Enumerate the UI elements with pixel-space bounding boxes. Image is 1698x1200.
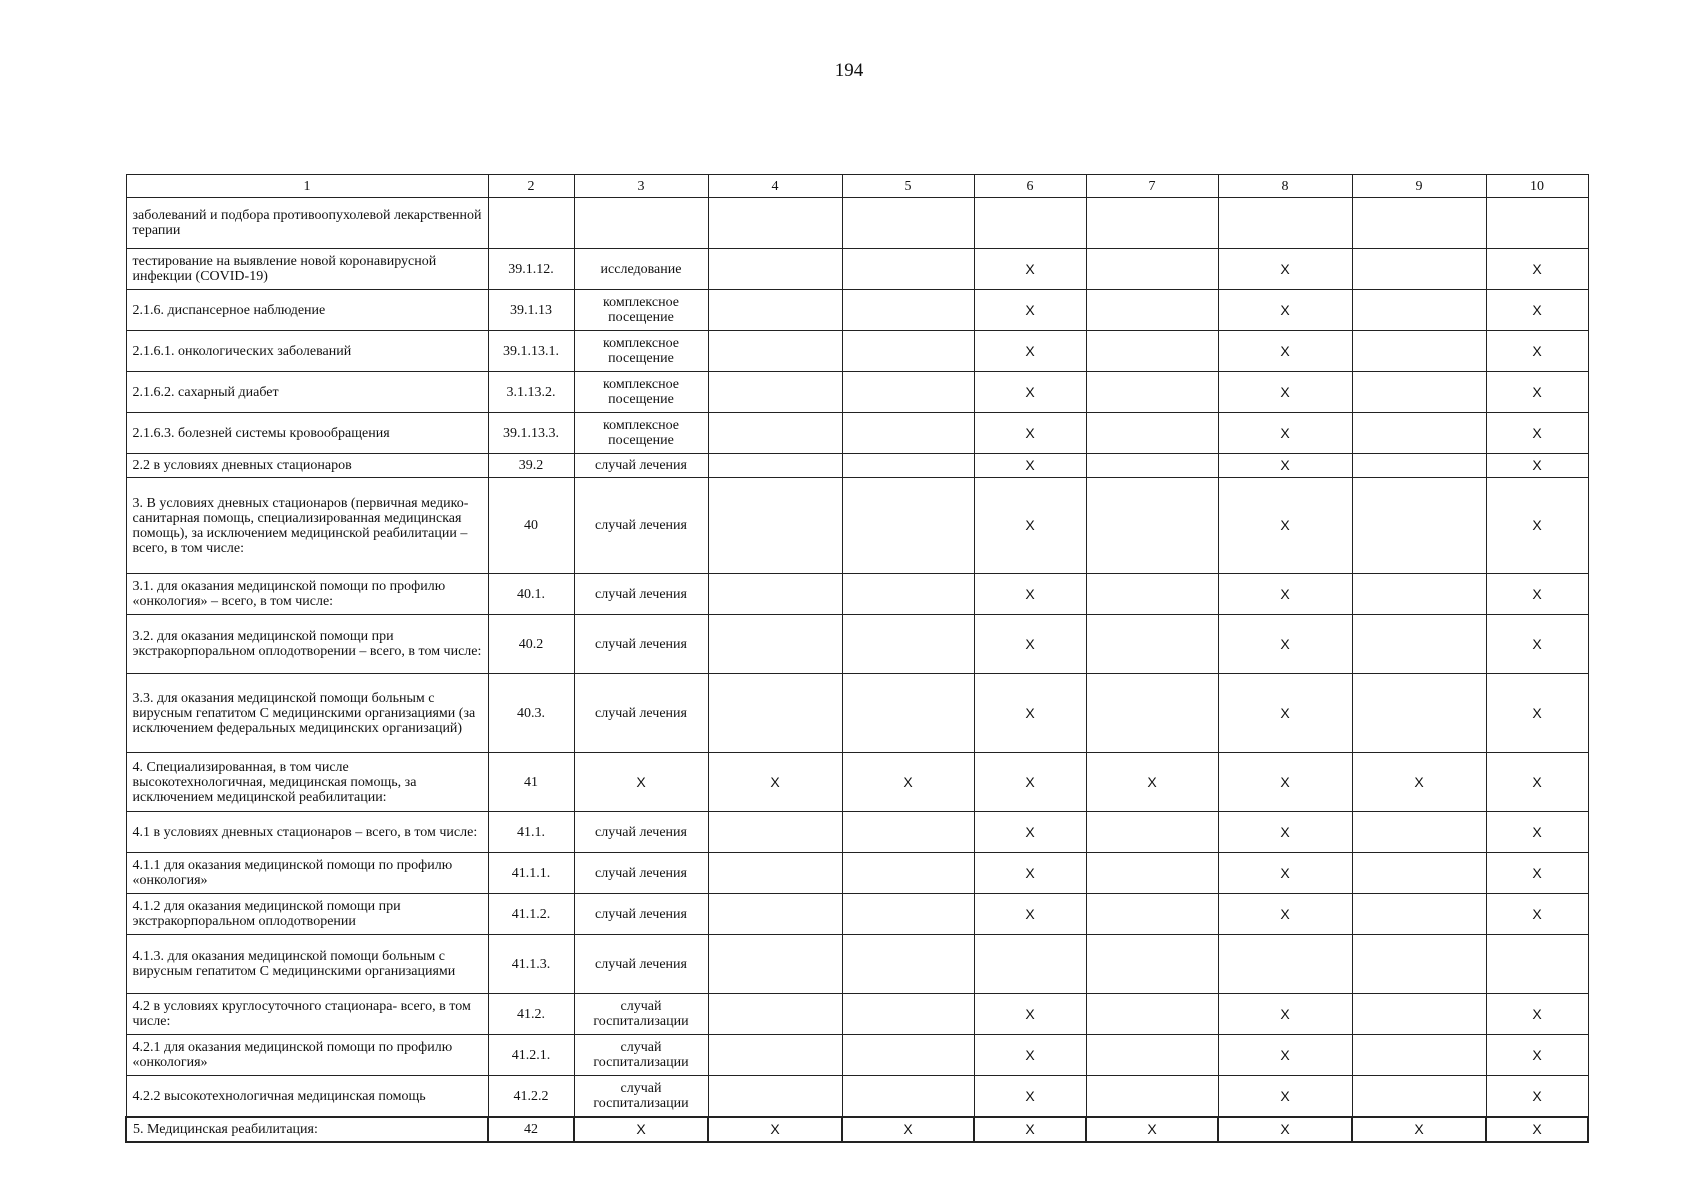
col5-cell bbox=[842, 894, 974, 935]
unit-cell: X bbox=[574, 1117, 708, 1142]
unit-cell: случай госпитализации bbox=[574, 1035, 708, 1076]
col5-cell bbox=[842, 994, 974, 1035]
col8-cell: X bbox=[1218, 1076, 1352, 1118]
col7-cell bbox=[1086, 478, 1218, 574]
col4-cell bbox=[708, 478, 842, 574]
col5-cell bbox=[842, 574, 974, 615]
table-row bbox=[126, 1117, 1588, 1142]
table-row bbox=[126, 331, 1588, 372]
table-row bbox=[126, 413, 1588, 454]
row-label: 4.2 в условиях круглосуточного стационара- всего, в том числе: bbox=[126, 994, 488, 1035]
col4-cell bbox=[708, 935, 842, 994]
col9-cell bbox=[1352, 1076, 1486, 1118]
col6-cell: X bbox=[974, 1076, 1086, 1118]
col7-cell bbox=[1086, 994, 1218, 1035]
col9-cell bbox=[1352, 894, 1486, 935]
column-number-row bbox=[126, 175, 1588, 198]
col4-cell bbox=[708, 574, 842, 615]
col10-cell: X bbox=[1486, 812, 1588, 853]
col10-cell: X bbox=[1486, 894, 1588, 935]
unit-cell: случай лечения bbox=[574, 454, 708, 478]
col8-cell: X bbox=[1218, 290, 1352, 331]
row-label: 2.1.6.3. болезней системы кровообращения bbox=[126, 413, 488, 454]
col10-cell: X bbox=[1486, 1076, 1588, 1118]
col8-cell: X bbox=[1218, 249, 1352, 290]
col4-cell bbox=[708, 1035, 842, 1076]
unit-cell: комплексное посещение bbox=[574, 413, 708, 454]
col5-cell bbox=[842, 1076, 974, 1118]
unit-cell: случай лечения bbox=[574, 853, 708, 894]
col9-cell: X bbox=[1352, 753, 1486, 812]
row-label: 3. В условиях дневных стационаров (первичная медико-санитарная помощь, специализированная медицинская помощь), за исключением медицинской реабилитации – всего, в том числе: bbox=[126, 478, 488, 574]
row-label: 4. Специализированная, в том числе высокотехнологичная, медицинская помощь, за исключением медицинской реабилитации: bbox=[126, 753, 488, 812]
col8-cell: X bbox=[1218, 574, 1352, 615]
col9-cell bbox=[1352, 812, 1486, 853]
col7-cell bbox=[1086, 331, 1218, 372]
col5-cell bbox=[842, 853, 974, 894]
col9-cell bbox=[1352, 935, 1486, 994]
unit-cell: случай лечения bbox=[574, 812, 708, 853]
col5-cell bbox=[842, 674, 974, 753]
col6-cell: X bbox=[974, 1035, 1086, 1076]
col6-cell: X bbox=[974, 894, 1086, 935]
col7-cell bbox=[1086, 853, 1218, 894]
col10-cell: X bbox=[1486, 413, 1588, 454]
row-label: 2.1.6. диспансерное наблюдение bbox=[126, 290, 488, 331]
unit-cell: случай госпитализации bbox=[574, 1076, 708, 1118]
header-cell: 10 bbox=[1486, 175, 1588, 198]
col8-cell: X bbox=[1218, 994, 1352, 1035]
unit-cell: случай лечения bbox=[574, 894, 708, 935]
row-code: 40.3. bbox=[488, 674, 574, 753]
row-code: 39.1.13.3. bbox=[488, 413, 574, 454]
table-row bbox=[126, 853, 1588, 894]
col10-cell: X bbox=[1486, 753, 1588, 812]
row-label: 3.1. для оказания медицинской помощи по профилю «онкология» – всего, в том числе: bbox=[126, 574, 488, 615]
header-cell: 3 bbox=[574, 175, 708, 198]
col4-cell bbox=[708, 615, 842, 674]
table-row bbox=[126, 454, 1588, 478]
row-code: 41.1.2. bbox=[488, 894, 574, 935]
row-label: 2.1.6.2. сахарный диабет bbox=[126, 372, 488, 413]
col8-cell: X bbox=[1218, 1035, 1352, 1076]
col6-cell: X bbox=[974, 674, 1086, 753]
row-code: 41 bbox=[488, 753, 574, 812]
col5-cell bbox=[842, 198, 974, 249]
unit-cell: комплексное посещение bbox=[574, 331, 708, 372]
col4-cell bbox=[708, 372, 842, 413]
row-label: 4.2.1 для оказания медицинской помощи по профилю «онкология» bbox=[126, 1035, 488, 1076]
col6-cell: X bbox=[974, 1117, 1086, 1142]
table-row bbox=[126, 1076, 1588, 1118]
row-code: 41.2. bbox=[488, 994, 574, 1035]
col9-cell bbox=[1352, 574, 1486, 615]
row-code: 41.1. bbox=[488, 812, 574, 853]
col9-cell: X bbox=[1352, 1117, 1486, 1142]
col10-cell: X bbox=[1486, 454, 1588, 478]
col5-cell bbox=[842, 1035, 974, 1076]
col8-cell: X bbox=[1218, 1117, 1352, 1142]
row-label: 4.2.2 высокотехнологичная медицинская помощь bbox=[126, 1076, 488, 1118]
col7-cell bbox=[1086, 1076, 1218, 1118]
unit-cell: случай лечения bbox=[574, 615, 708, 674]
col6-cell: X bbox=[974, 753, 1086, 812]
col8-cell: X bbox=[1218, 812, 1352, 853]
header-cell: 2 bbox=[488, 175, 574, 198]
col6-cell: X bbox=[974, 812, 1086, 853]
col10-cell: X bbox=[1486, 1117, 1588, 1142]
col10-cell: X bbox=[1486, 1035, 1588, 1076]
unit-cell: случай лечения bbox=[574, 935, 708, 994]
col9-cell bbox=[1352, 615, 1486, 674]
col8-cell: X bbox=[1218, 894, 1352, 935]
table-row bbox=[126, 812, 1588, 853]
col7-cell bbox=[1086, 413, 1218, 454]
col8-cell: X bbox=[1218, 413, 1352, 454]
col7-cell bbox=[1086, 1035, 1218, 1076]
col4-cell bbox=[708, 413, 842, 454]
col8-cell: X bbox=[1218, 674, 1352, 753]
col9-cell bbox=[1352, 413, 1486, 454]
header-cell: 7 bbox=[1086, 175, 1218, 198]
row-label: 4.1 в условиях дневных стационаров – всего, в том числе: bbox=[126, 812, 488, 853]
col4-cell bbox=[708, 853, 842, 894]
unit-cell: комплексное посещение bbox=[574, 290, 708, 331]
header-cell: 5 bbox=[842, 175, 974, 198]
unit-cell: X bbox=[574, 753, 708, 812]
header-cell: 4 bbox=[708, 175, 842, 198]
row-label: 4.1.2 для оказания медицинской помощи при экстракорпоральном оплодотворении bbox=[126, 894, 488, 935]
col6-cell: X bbox=[974, 853, 1086, 894]
col7-cell bbox=[1086, 372, 1218, 413]
col7-cell: X bbox=[1086, 753, 1218, 812]
table-row bbox=[126, 615, 1588, 674]
row-label: 3.3. для оказания медицинской помощи больным с вирусным гепатитом С медицинскими организациями (за исключением федеральных медицинских организаций) bbox=[126, 674, 488, 753]
unit-cell: случай госпитализации bbox=[574, 994, 708, 1035]
col7-cell bbox=[1086, 290, 1218, 331]
col7-cell bbox=[1086, 249, 1218, 290]
table-row bbox=[126, 478, 1588, 574]
col9-cell bbox=[1352, 674, 1486, 753]
col5-cell: X bbox=[842, 1117, 974, 1142]
col9-cell bbox=[1352, 853, 1486, 894]
row-label: 5. Медицинская реабилитация: bbox=[126, 1117, 488, 1142]
col8-cell: X bbox=[1218, 331, 1352, 372]
unit-cell: случай лечения bbox=[574, 574, 708, 615]
row-label: 3.2. для оказания медицинской помощи при экстракорпоральном оплодотворении – всего, в том числе: bbox=[126, 615, 488, 674]
row-code: 40.1. bbox=[488, 574, 574, 615]
col8-cell: X bbox=[1218, 753, 1352, 812]
col8-cell: X bbox=[1218, 372, 1352, 413]
col4-cell: X bbox=[708, 1117, 842, 1142]
row-code: 3.1.13.2. bbox=[488, 372, 574, 413]
row-label: заболеваний и подбора противоопухолевой лекарственной терапии bbox=[126, 198, 488, 249]
row-code: 41.2.1. bbox=[488, 1035, 574, 1076]
col4-cell bbox=[708, 198, 842, 249]
col6-cell: X bbox=[974, 454, 1086, 478]
col6-cell: X bbox=[974, 574, 1086, 615]
row-code: 41.1.1. bbox=[488, 853, 574, 894]
unit-cell: исследование bbox=[574, 249, 708, 290]
col6-cell: X bbox=[974, 994, 1086, 1035]
col6-cell: X bbox=[974, 331, 1086, 372]
row-code: 39.1.13 bbox=[488, 290, 574, 331]
col6-cell bbox=[974, 198, 1086, 249]
col10-cell: X bbox=[1486, 994, 1588, 1035]
col7-cell bbox=[1086, 894, 1218, 935]
col4-cell bbox=[708, 812, 842, 853]
col5-cell bbox=[842, 372, 974, 413]
table-row bbox=[126, 372, 1588, 413]
col5-cell bbox=[842, 812, 974, 853]
header-cell: 8 bbox=[1218, 175, 1352, 198]
col7-cell bbox=[1086, 198, 1218, 249]
table-row bbox=[126, 674, 1588, 753]
col9-cell bbox=[1352, 198, 1486, 249]
col4-cell bbox=[708, 1076, 842, 1118]
data-table bbox=[125, 174, 1589, 1143]
table-row bbox=[126, 290, 1588, 331]
table-row bbox=[126, 1035, 1588, 1076]
col9-cell bbox=[1352, 249, 1486, 290]
col10-cell: X bbox=[1486, 249, 1588, 290]
col7-cell bbox=[1086, 615, 1218, 674]
col10-cell: X bbox=[1486, 853, 1588, 894]
col9-cell bbox=[1352, 372, 1486, 413]
unit-cell: случай лечения bbox=[574, 478, 708, 574]
col5-cell bbox=[842, 615, 974, 674]
col6-cell: X bbox=[974, 290, 1086, 331]
row-code: 42 bbox=[488, 1117, 574, 1142]
col5-cell bbox=[842, 249, 974, 290]
row-code: 40.2 bbox=[488, 615, 574, 674]
row-label: 2.2 в условиях дневных стационаров bbox=[126, 454, 488, 478]
col7-cell: X bbox=[1086, 1117, 1218, 1142]
col8-cell: X bbox=[1218, 454, 1352, 478]
col7-cell bbox=[1086, 674, 1218, 753]
col9-cell bbox=[1352, 994, 1486, 1035]
col5-cell bbox=[842, 478, 974, 574]
table-row bbox=[126, 249, 1588, 290]
col5-cell bbox=[842, 413, 974, 454]
col10-cell: X bbox=[1486, 331, 1588, 372]
col4-cell bbox=[708, 331, 842, 372]
col8-cell: X bbox=[1218, 478, 1352, 574]
header-cell: 1 bbox=[126, 175, 488, 198]
row-code: 39.1.13.1. bbox=[488, 331, 574, 372]
col6-cell: X bbox=[974, 413, 1086, 454]
table-row bbox=[126, 935, 1588, 994]
col10-cell: X bbox=[1486, 290, 1588, 331]
col5-cell: X bbox=[842, 753, 974, 812]
col4-cell bbox=[708, 454, 842, 478]
col10-cell: X bbox=[1486, 615, 1588, 674]
col4-cell bbox=[708, 994, 842, 1035]
col5-cell bbox=[842, 935, 974, 994]
col10-cell bbox=[1486, 198, 1588, 249]
row-label: 4.1.3. для оказания медицинской помощи больным с вирусным гепатитом С медицинскими организациями bbox=[126, 935, 488, 994]
row-code: 41.1.3. bbox=[488, 935, 574, 994]
col4-cell: X bbox=[708, 753, 842, 812]
col9-cell bbox=[1352, 1035, 1486, 1076]
col8-cell bbox=[1218, 935, 1352, 994]
row-code: 39.2 bbox=[488, 454, 574, 478]
header-cell: 9 bbox=[1352, 175, 1486, 198]
col6-cell bbox=[974, 935, 1086, 994]
col4-cell bbox=[708, 674, 842, 753]
col9-cell bbox=[1352, 478, 1486, 574]
col10-cell: X bbox=[1486, 674, 1588, 753]
row-code: 40 bbox=[488, 478, 574, 574]
table-row bbox=[126, 994, 1588, 1035]
col7-cell bbox=[1086, 574, 1218, 615]
table-row bbox=[126, 753, 1588, 812]
page-number: 194 bbox=[834, 60, 864, 81]
table-row bbox=[126, 198, 1588, 249]
row-code: 39.1.12. bbox=[488, 249, 574, 290]
unit-cell: случай лечения bbox=[574, 674, 708, 753]
col5-cell bbox=[842, 331, 974, 372]
col5-cell bbox=[842, 290, 974, 331]
col10-cell: X bbox=[1486, 372, 1588, 413]
col7-cell bbox=[1086, 454, 1218, 478]
table-row bbox=[126, 574, 1588, 615]
col9-cell bbox=[1352, 331, 1486, 372]
row-label: 4.1.1 для оказания медицинской помощи по профилю «онкология» bbox=[126, 853, 488, 894]
unit-cell: комплексное посещение bbox=[574, 372, 708, 413]
row-label: тестирование на выявление новой коронавирусной инфекции (COVID-19) bbox=[126, 249, 488, 290]
col6-cell: X bbox=[974, 615, 1086, 674]
col8-cell: X bbox=[1218, 615, 1352, 674]
col8-cell: X bbox=[1218, 853, 1352, 894]
col8-cell bbox=[1218, 198, 1352, 249]
col7-cell bbox=[1086, 812, 1218, 853]
col9-cell bbox=[1352, 290, 1486, 331]
col10-cell bbox=[1486, 935, 1588, 994]
col4-cell bbox=[708, 894, 842, 935]
row-code bbox=[488, 198, 574, 249]
col10-cell: X bbox=[1486, 478, 1588, 574]
col6-cell: X bbox=[974, 372, 1086, 413]
col7-cell bbox=[1086, 935, 1218, 994]
unit-cell bbox=[574, 198, 708, 249]
row-code: 41.2.2 bbox=[488, 1076, 574, 1118]
table-row bbox=[126, 894, 1588, 935]
col9-cell bbox=[1352, 454, 1486, 478]
col4-cell bbox=[708, 249, 842, 290]
row-label: 2.1.6.1. онкологических заболеваний bbox=[126, 331, 488, 372]
col10-cell: X bbox=[1486, 574, 1588, 615]
header-cell: 6 bbox=[974, 175, 1086, 198]
col5-cell bbox=[842, 454, 974, 478]
col4-cell bbox=[708, 290, 842, 331]
col6-cell: X bbox=[974, 478, 1086, 574]
col6-cell: X bbox=[974, 249, 1086, 290]
